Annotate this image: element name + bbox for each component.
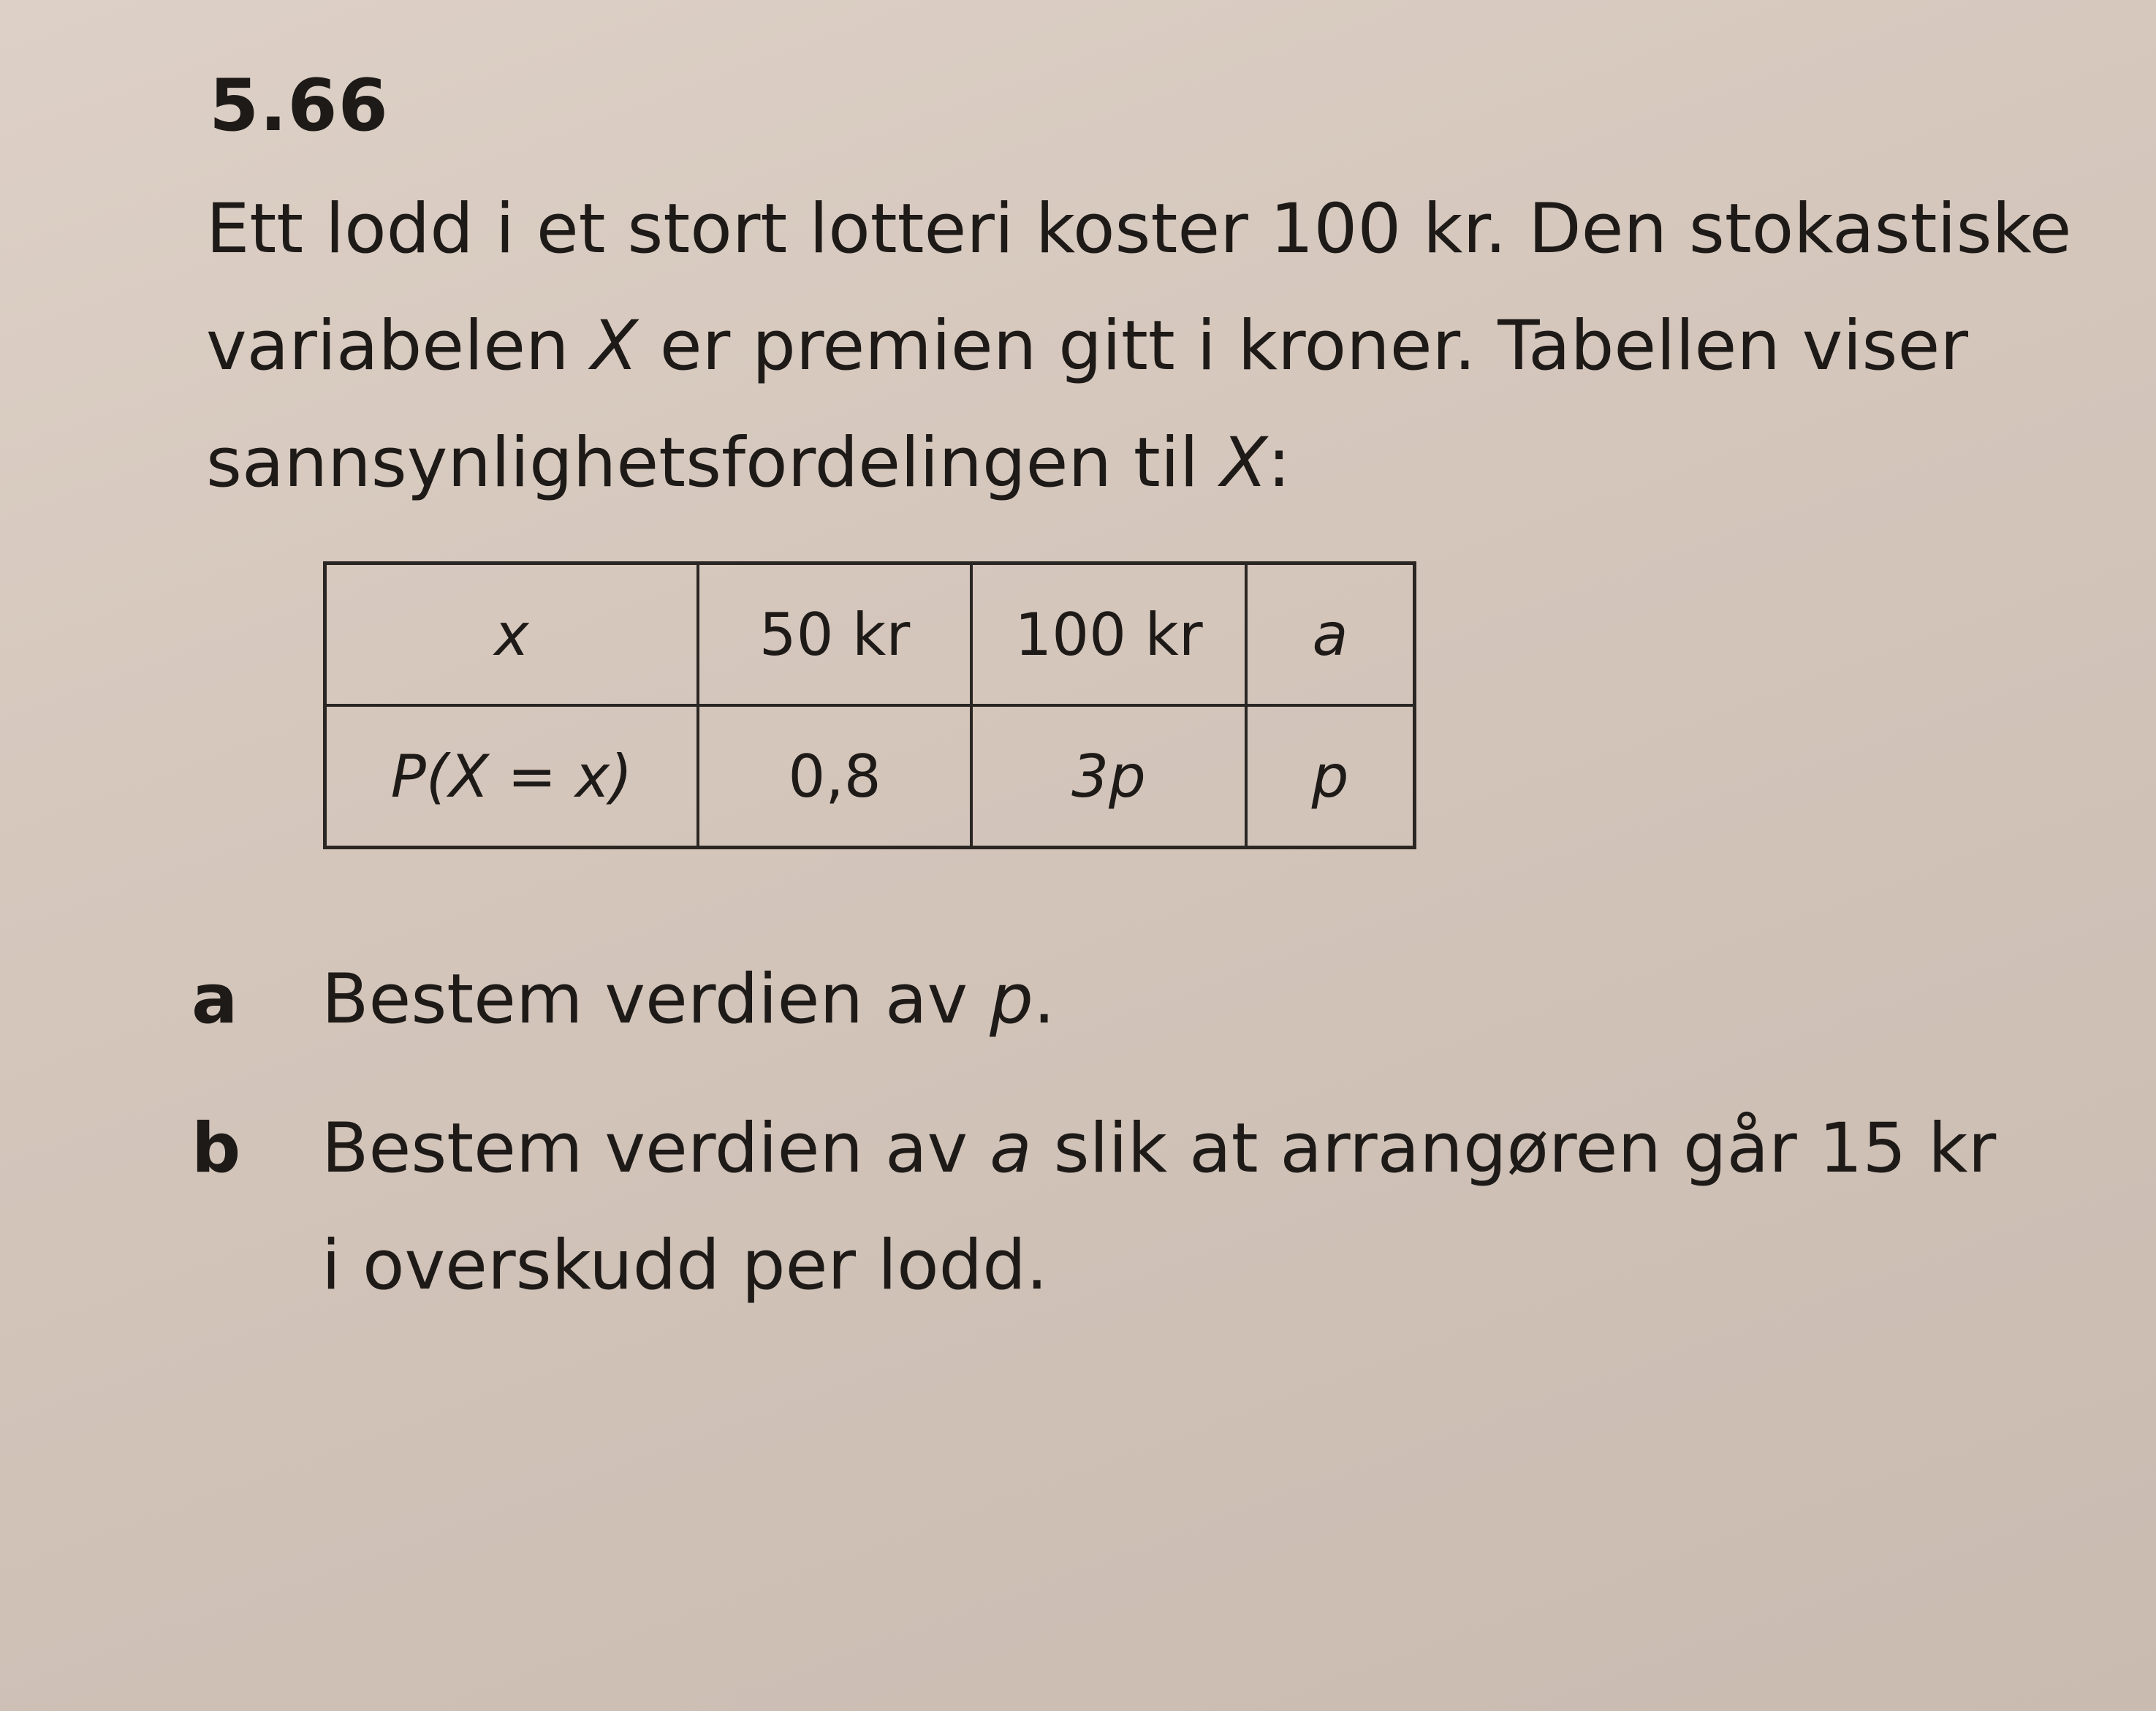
table-cell: 0,8 (698, 705, 971, 848)
intro-text: : (1267, 423, 1291, 503)
table-cell: 3p (971, 705, 1246, 848)
intro-text: Ett lodd i et stort lotteri koster 100 kr. Den stokastiske (206, 189, 2072, 269)
intro-line (206, 405, 2121, 522)
table-header-cell: a (1246, 564, 1415, 706)
task-line-text: Bestem verdien av (322, 1109, 990, 1188)
task-line-text: slik at arrangøren går 15 kr (1031, 1109, 1997, 1188)
intro-line (206, 288, 2121, 405)
table-header-cell: 50 kr (698, 564, 971, 706)
table-cell: P(X = x) (325, 705, 699, 848)
task-letter: a (191, 960, 238, 1039)
intro-text: er premien gitt i kroner. Tabellen viser (637, 306, 1968, 386)
task-line-text: Bestem verdien av (322, 960, 990, 1039)
intro-text: sannsynlighetsfordelingen til (206, 423, 1221, 503)
table-row-values (325, 564, 1415, 706)
task-line (322, 1207, 2149, 1324)
problem-number: 5.66 (209, 64, 389, 148)
task-letter: b (191, 1109, 241, 1188)
probability-distribution-table (323, 561, 1416, 849)
intro-variable: X (591, 306, 638, 386)
intro-line (206, 171, 2121, 288)
task-line-text: i overskudd per lodd. (322, 1226, 1048, 1305)
intro-text: variabelen (206, 306, 591, 386)
task-variable: p (990, 960, 1033, 1039)
task-line (322, 941, 2149, 1058)
problem-intro (206, 171, 2121, 522)
task-text (322, 941, 2149, 1058)
task-line (322, 1090, 2149, 1207)
task-text (322, 1090, 2149, 1324)
table-cell: p (1246, 705, 1415, 848)
table-header-cell: 100 kr (971, 564, 1246, 706)
intro-variable: X (1220, 423, 1268, 503)
table-header-cell: x (325, 564, 699, 706)
task-line-text: . (1033, 960, 1055, 1039)
table-row-probabilities (325, 705, 1415, 848)
task-variable: a (990, 1109, 1032, 1188)
